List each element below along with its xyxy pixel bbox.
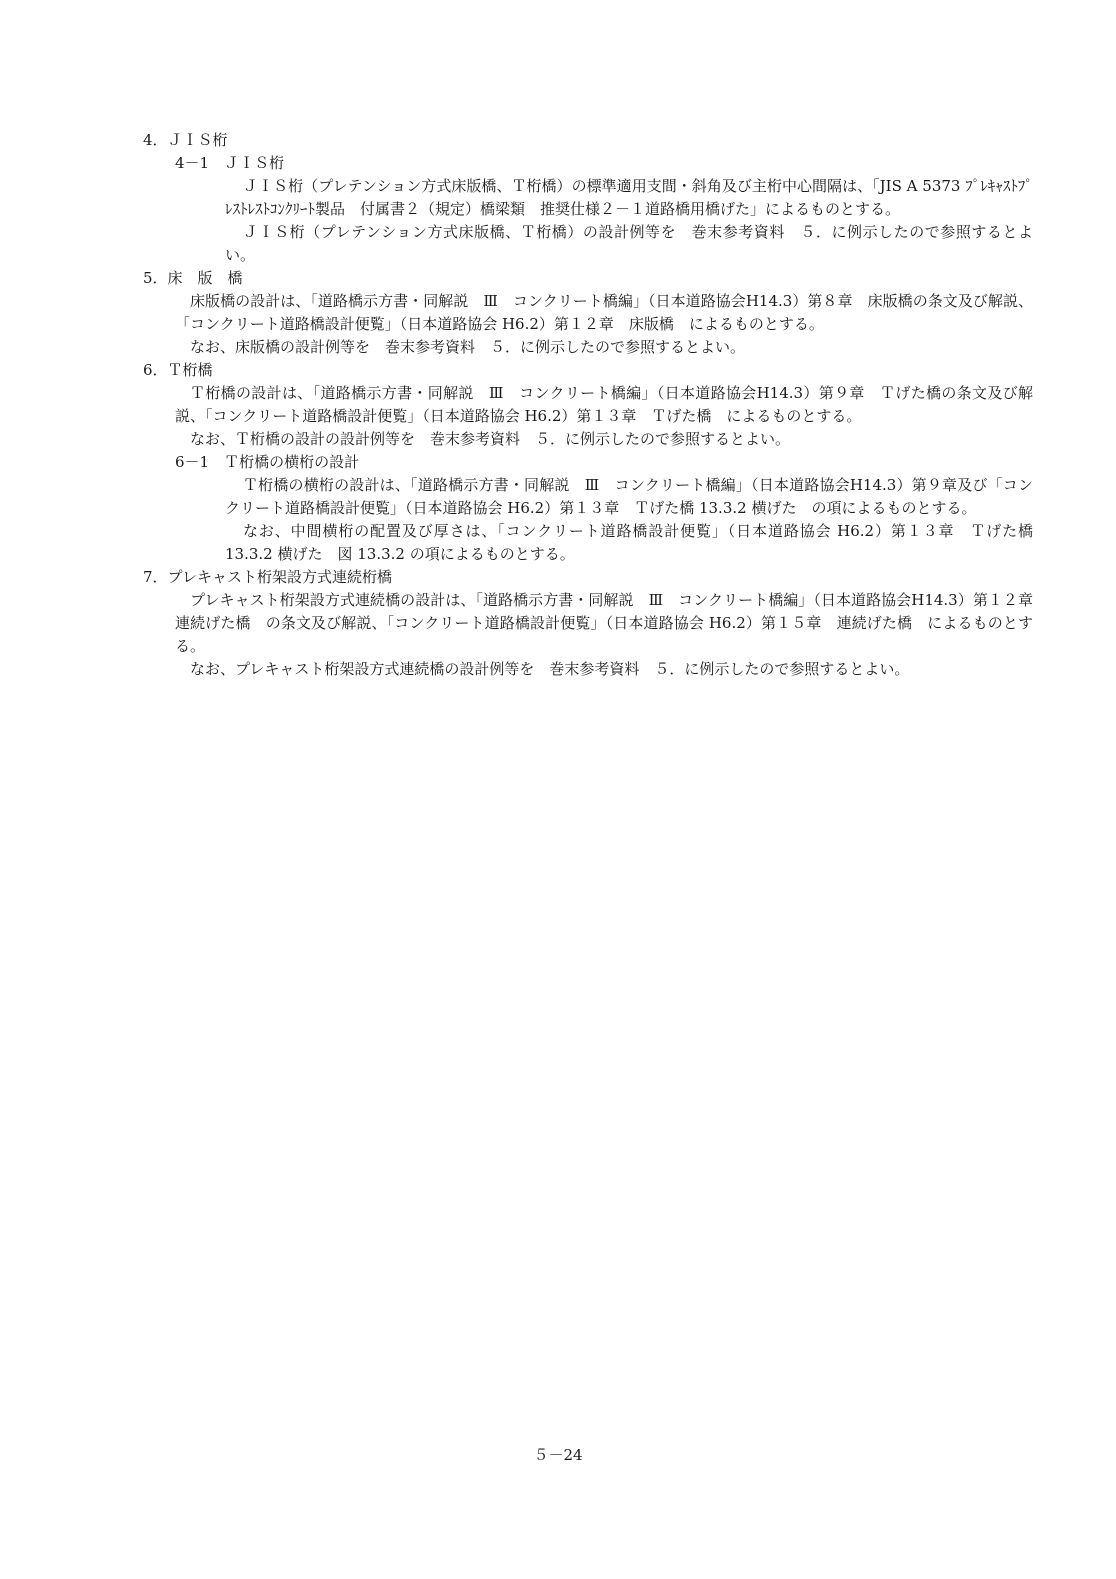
section-7-heading: 7．プレキャスト桁架設方式連続桁橋 [143,568,392,586]
section-4-1-paragraph-1: ＪＩＳ桁（プレテンション方式床版橋、Ｔ桁橋）の標準適用支間・斜角及び主桁中心間隔は、「JIS A 5373 ﾌﾟﾚｷｬｽﾄﾌﾟﾚｽﾄﾚｽﾄｺﾝｸﾘｰﾄ製品 付属書２（規定）橋梁類 推奨仕様２－１道路橋用橋げた」によるものとする。 [225,177,1033,218]
section-4-1-paragraph-2: ＪＩＳ桁（プレテンション方式床版橋、Ｔ桁橋）の設計例等を 巻末参考資料 ５．に例示したので参照するとよい。 [225,223,1033,264]
section-6-paragraph-2: なお、Ｔ桁橋の設計の設計例等を 巻末参考資料 ５．に例示したので参照するとよい。 [190,430,791,448]
page-number: ５－24 [533,1446,583,1464]
section-5-heading: 5．床 版 橋 [143,269,243,287]
section-4-heading: 4．ＪＩＳ桁 [143,131,228,149]
section-4-1-heading: 4－1 ＪＩＳ桁 [175,154,285,172]
section-6-heading: 6．Ｔ桁橋 [143,361,213,379]
section-6-1-heading: 6－1 Ｔ桁橋の横桁の設計 [175,453,360,471]
section-7-paragraph-2: なお、プレキャスト桁架設方式連続橋の設計例等を 巻末参考資料 ５．に例示したので参照するとよい。 [190,660,910,678]
section-7-paragraph-1: プレキャスト桁架設方式連続橋の設計は、「道路橋示方書・同解説 Ⅲ コンクリート橋編」（日本道路協会H14.3）第１２章 連続げた橋 の条文及び解説、「コンクリート道路橋設計便覧」（日本道路協会 H6.2）第１５章 連続げた橋 によるものとする。 [175,591,1049,655]
section-6-1-paragraph-2: なお、中間横桁の配置及び厚さは、「コンクリート道路橋設計便覧」（日本道路協会 H6.2）第１３章 Ｔげた橋 13.3.2 横げた 図 13.3.2 の項によるものとする。 [225,522,1033,563]
section-6-1-paragraph-1: Ｔ桁橋の横桁の設計は、「道路橋示方書・同解説 Ⅲ コンクリート橋編」（日本道路協会H14.3）第９章及び「コンクリート道路橋設計便覧」（日本道路協会 H6.2）第１３章 Ｔげた橋 13.3.2 横げた の項によるものとする。 [225,476,1033,517]
document-body [143,129,1049,681]
section-5-paragraph-2: なお、床版橋の設計例等を 巻末参考資料 ５．に例示したので参照するとよい。 [190,338,746,356]
section-6-paragraph-1: Ｔ桁橋の設計は、「道路橋示方書・同解説 Ⅲ コンクリート橋編」（日本道路協会H14.3）第９章 Ｔげた橋の条文及び解説、「コンクリート道路橋設計便覧」（日本道路協会 H6.2）第１３章 Ｔげた橋 によるものとする。 [175,384,1033,425]
section-5-paragraph-1: 床版橋の設計は、「道路橋示方書・同解説 Ⅲ コンクリート橋編」（日本道路協会H14.3）第８章 床版橋の条文及び解説、「コンクリート道路橋設計便覧」（日本道路協会 H6.2）第１２章 床版橋 によるものとする。 [175,292,1033,333]
